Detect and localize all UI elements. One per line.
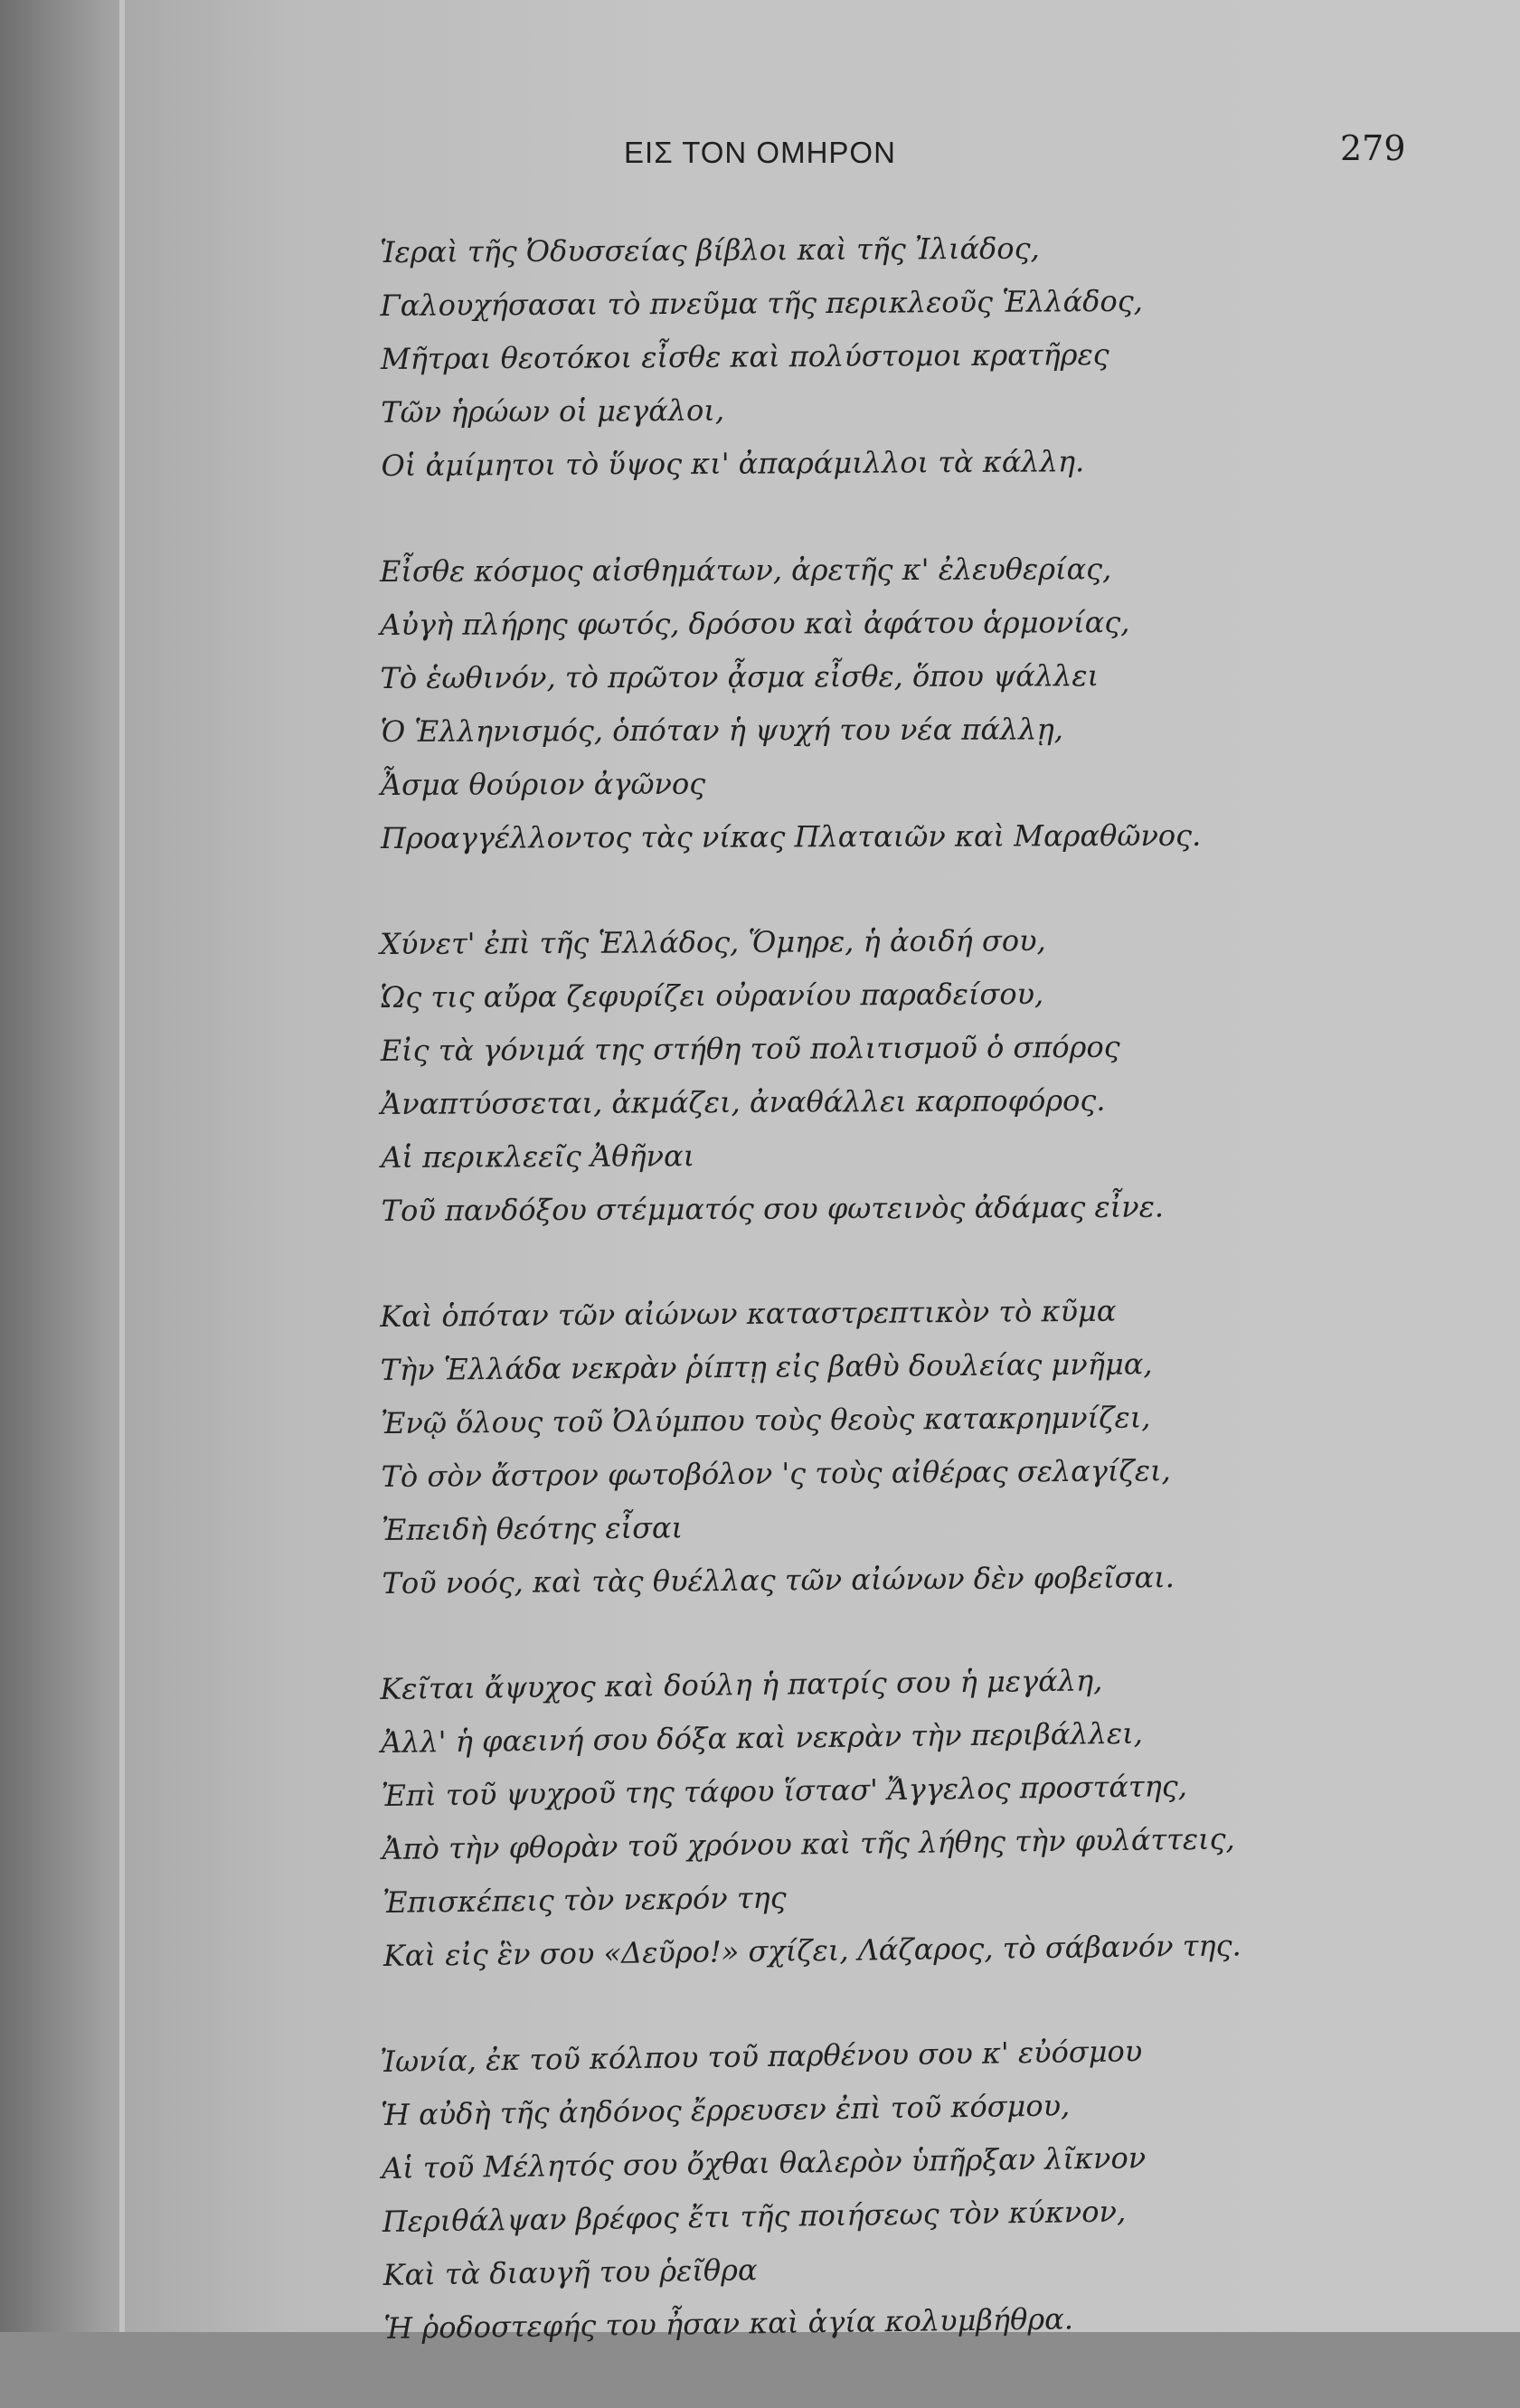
poem-line: Ἰωνία, ἐκ τοῦ κόλπου τοῦ παρθένου σου κ' εὐόσμου — [380, 2034, 1143, 2079]
poem-line: Αὐγὴ πλήρης φωτός, δρόσου καὶ ἀφάτου ἁρμονίας, — [380, 605, 1130, 642]
stanza-4 — [380, 1282, 1395, 1610]
poem-line: Ἐπισκέπεις τὸν νεκρόν της — [382, 1880, 787, 1920]
poem-line: Κεῖται ἄψυχος καὶ δούλη ἡ πατρίς σου ἡ μεγάλη, — [380, 1663, 1103, 1706]
poem-line: Προαγγέλλοντος τὰς νίκας Πλαταιῶν καὶ Μαραθῶνος. — [381, 817, 1202, 855]
poem-line: Ἱεραὶ τῆς Ὀδυσσείας βίβλοι καὶ τῆς Ἰλιάδος, — [380, 231, 1040, 269]
stanza-2 — [380, 542, 1393, 865]
poem-line: Ἐπὶ τοῦ ψυχροῦ της τάφου ἵστασ' Ἄγγελος προστάτης, — [381, 1769, 1188, 1813]
poem-line: Ἐπειδὴ θεότης εἶσαι — [381, 1510, 684, 1547]
stanza-3 — [380, 912, 1394, 1238]
poem-line: Τὸ σὸν ἄστρον φωτοβόλον 'ς τοὺς αἰθέρας σελαγίζει, — [381, 1453, 1171, 1494]
poem-line: Εἰς τὰ γόνιμά της στήθη τοῦ πολιτισμοῦ ὁ σπόρος — [380, 1029, 1120, 1068]
poem-line: Ἀλλ' ἡ φαεινή σου δόξα καὶ νεκρὰν τὴν περιβάλλει, — [380, 1715, 1144, 1760]
poem-line: Ἆσμα θούριον ἀγῶνος — [380, 766, 706, 802]
page-edge — [119, 0, 125, 2332]
poem-line: Καὶ ὁπόταν τῶν αἰώνων καταστρεπτικὸν τὸ κῦμα — [380, 1293, 1117, 1334]
poem-line: Χύνετ' ἐπὶ τῆς Ἑλλάδος, Ὅμηρε, ἡ ἀοιδή σου, — [380, 923, 1046, 961]
poem-line: Αἱ περικλεεῖς Ἀθῆναι — [381, 1138, 695, 1175]
poem-line: Αἱ τοῦ Μέλητός σου ὄχθαι θαλερὸν ὑπῆρξαν λῖκνον — [381, 2140, 1147, 2186]
poem-line: Ἐνῷ ὅλους τοῦ Ὀλύμπου τοὺς θεοὺς κατακρημνίζει, — [381, 1400, 1151, 1440]
poem-line: Τῶν ἡρώων οἱ μεγάλοι, — [381, 392, 725, 430]
poem-body — [380, 226, 1393, 2408]
poem-line: Ὁ Ἑλληνισμός, ὁπόταν ἡ ψυχή του νέα πάλλῃ, — [380, 712, 1063, 749]
poem-line: Γαλουχήσασαι τὸ πνεῦμα τῆς περικλεοῦς Ἑλλάδος, — [380, 283, 1143, 323]
poem-line: Τὴν Ἑλλάδα νεκρὰν ῥίπτῃ εἰς βαθὺ δουλείας μνῆμα, — [380, 1346, 1153, 1387]
poem-line: Τοῦ νοός, καὶ τὰς θυέλλας τῶν αἰώνων δὲν φοβεῖσαι. — [382, 1560, 1175, 1601]
running-head-title: ΕΙΣ ΤΟΝ ΟΜΗΡΟΝ — [624, 136, 896, 169]
poem-line: Οἱ ἀμίμητοι τὸ ὕψος κι' ἀπαράμιλλοι τὰ κάλλη. — [381, 444, 1085, 483]
stanza-5 — [380, 1650, 1396, 1983]
poem-line: Ὡς τις αὔρα ζεφυρίζει οὐρανίου παραδείσου, — [380, 977, 1044, 1015]
poem-line: Τὸ ἑωθινόν, τὸ πρῶτον ᾆσμα εἶσθε, ὅπου ψάλλει — [380, 658, 1100, 695]
poem-line: Τοῦ πανδόξου στέμματός σου φωτεινὸς ἀδάμας εἶνε. — [381, 1189, 1165, 1228]
poem-line: Καὶ εἰς ἓν σου «Δεῦρο!» σχίζει, Λάζαρος, τὸ σάβανόν της. — [382, 1928, 1241, 1973]
stanza-6 — [380, 2021, 1397, 2356]
poem-line: Περιθάλψαν βρέφος ἔτι τῆς ποιήσεως τὸν κύκνον, — [382, 2194, 1127, 2239]
poem-line: Μῆτραι θεοτόκοι εἶσθε καὶ πολύστομοι κρατῆρες — [380, 337, 1109, 376]
book-gutter-shadow — [0, 0, 127, 2332]
poem-line: Ἀναπτύσσεται, ἀκμάζει, ἀναθάλλει καρποφόρος. — [380, 1082, 1106, 1121]
poem-line: Ἡ αὐδὴ τῆς ἀηδόνος ἔρρευσεν ἐπὶ τοῦ κόσμου, — [380, 2088, 1071, 2132]
poem-line: Ἡ ῥοδοστεφής του ἦσαν καὶ ἁγία κολυμβήθρα. — [383, 2301, 1074, 2346]
poem-line: Καὶ τὰ διαυγῆ του ῥεῖθρα — [382, 2252, 758, 2292]
stanza-1 — [380, 220, 1394, 493]
poem-line: Ἀπὸ τὴν φθορὰν τοῦ χρόνου καὶ τῆς λήθης τὴν φυλάττεις, — [382, 1821, 1235, 1866]
page-number: 279 — [1340, 128, 1406, 168]
poem-line: Εἶσθε κόσμος αἰσθημάτων, ἀρετῆς κ' ἐλευθερίας, — [380, 552, 1112, 589]
